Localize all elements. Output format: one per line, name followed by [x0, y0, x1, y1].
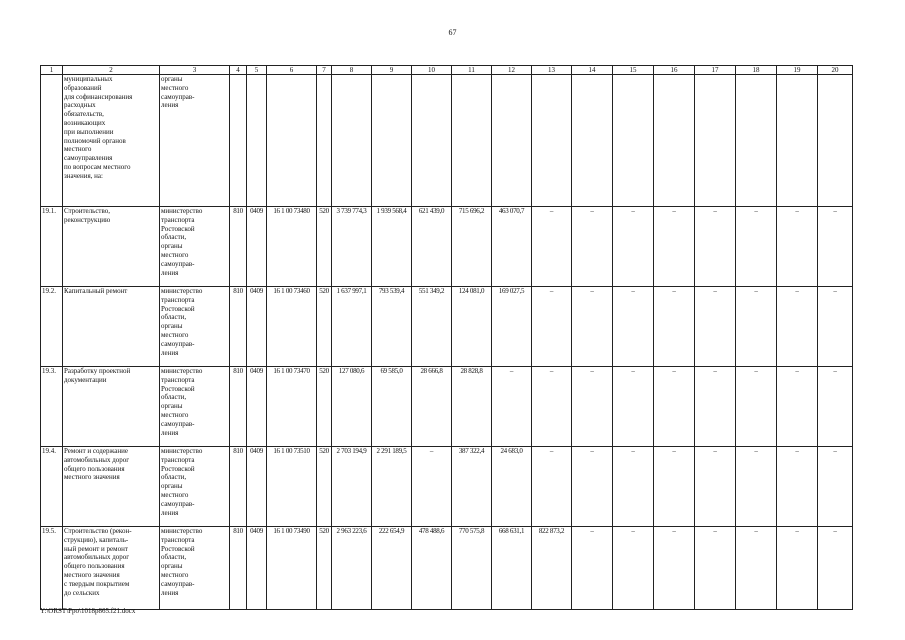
value-cell: 0409	[247, 367, 267, 447]
value-cell: 810	[230, 527, 247, 610]
value-cell: 715 696,2	[452, 207, 492, 287]
value-cell: –	[695, 447, 736, 527]
value-cell	[372, 75, 412, 207]
value-cell	[654, 75, 695, 207]
value-cell: –	[613, 367, 654, 447]
value-cell: 0409	[247, 527, 267, 610]
row-number-cell	[41, 75, 63, 207]
table-row	[41, 527, 853, 610]
column-number-header: 12	[492, 66, 532, 75]
column-number-header: 10	[412, 66, 452, 75]
value-cell: 520	[317, 367, 332, 447]
column-number-header: 20	[818, 66, 853, 75]
value-cell: 387 322,4	[452, 447, 492, 527]
value-cell: –	[777, 207, 818, 287]
value-cell	[818, 75, 853, 207]
value-cell: 520	[317, 447, 332, 527]
activity-name-cell: Строительство (рекон- струкцию), капиталь- ный ремонт и ремонт автомобильных дорог общего пользования местного значения с твердым покрытием до сельских	[63, 527, 160, 610]
value-cell: 16 1 00 73480	[267, 207, 317, 287]
value-cell: 16 1 00 73490	[267, 527, 317, 610]
value-cell: –	[695, 527, 736, 610]
value-cell: 463 070,7	[492, 207, 532, 287]
column-number-header: 9	[372, 66, 412, 75]
value-cell: 1 939 568,4	[372, 207, 412, 287]
value-cell: –	[736, 207, 777, 287]
value-cell: –	[777, 527, 818, 610]
value-cell: 0409	[247, 447, 267, 527]
value-cell: –	[572, 207, 613, 287]
column-number-header: 17	[695, 66, 736, 75]
column-number-header: 7	[317, 66, 332, 75]
value-cell: –	[613, 207, 654, 287]
executor-cell: министерство транспорта Ростовской области, органы местного самоуправ- ления	[160, 367, 230, 447]
activity-name-cell: муниципальных образований для софинансирования расходных обязательств, возникающих при выполнении полномочий органов местного самоуправления по вопросам местного значения, на:	[63, 75, 160, 207]
value-cell: –	[818, 287, 853, 367]
value-cell: –	[412, 447, 452, 527]
value-cell: 69 585,0	[372, 367, 412, 447]
value-cell: –	[572, 287, 613, 367]
value-cell	[247, 75, 267, 207]
value-cell: 3 739 774,3	[332, 207, 372, 287]
column-number-header: 16	[654, 66, 695, 75]
executor-cell: министерство транспорта Ростовской области, органы местного самоуправ- ления	[160, 527, 230, 610]
activity-name-cell: Разработку проектной документации	[63, 367, 160, 447]
value-cell: 520	[317, 527, 332, 610]
value-cell	[736, 75, 777, 207]
value-cell: –	[613, 287, 654, 367]
value-cell: 169 027,5	[492, 287, 532, 367]
value-cell: –	[654, 207, 695, 287]
value-cell: 551 349,2	[412, 287, 452, 367]
value-cell: 222 654,9	[372, 527, 412, 610]
value-cell	[412, 75, 452, 207]
column-number-header: 5	[247, 66, 267, 75]
value-cell: –	[654, 287, 695, 367]
value-cell: –	[532, 287, 572, 367]
column-number-header: 11	[452, 66, 492, 75]
column-number-header: 13	[532, 66, 572, 75]
column-number-header: 6	[267, 66, 317, 75]
value-cell: –	[777, 447, 818, 527]
value-cell	[230, 75, 247, 207]
value-cell	[267, 75, 317, 207]
column-number-header: 15	[613, 66, 654, 75]
value-cell: –	[654, 447, 695, 527]
header-row	[41, 66, 853, 75]
value-cell: –	[532, 207, 572, 287]
value-cell: 520	[317, 287, 332, 367]
value-cell: 2 963 223,6	[332, 527, 372, 610]
value-cell: 810	[230, 287, 247, 367]
value-cell: 621 439,0	[412, 207, 452, 287]
column-number-header: 19	[777, 66, 818, 75]
value-cell: 28 666,8	[412, 367, 452, 447]
row-number-cell: 19.3.	[41, 367, 63, 447]
value-cell: –	[695, 367, 736, 447]
value-cell: 810	[230, 367, 247, 447]
value-cell: 16 1 00 73510	[267, 447, 317, 527]
table-row	[41, 75, 853, 207]
value-cell: 0409	[247, 207, 267, 287]
value-cell	[613, 75, 654, 207]
value-cell: 668 631,1	[492, 527, 532, 610]
column-number-header: 4	[230, 66, 247, 75]
value-cell	[492, 75, 532, 207]
row-number-cell: 19.2.	[41, 287, 63, 367]
value-cell: –	[572, 527, 613, 610]
executor-cell: органы местного самоуправ- ления	[160, 75, 230, 207]
value-cell: –	[818, 207, 853, 287]
value-cell: 28 828,8	[452, 367, 492, 447]
value-cell: –	[777, 287, 818, 367]
value-cell	[532, 75, 572, 207]
table-row	[41, 287, 853, 367]
value-cell: –	[818, 527, 853, 610]
file-path-footer: Y:\ORST\Ppo\1018p865.f21.docx	[40, 607, 136, 615]
executor-cell: министерство транспорта Ростовской области, органы местного самоуправ- ления	[160, 207, 230, 287]
column-number-header: 18	[736, 66, 777, 75]
value-cell: –	[572, 367, 613, 447]
value-cell: 478 488,6	[412, 527, 452, 610]
activity-name-cell: Ремонт и содержание автомобильных дорог общего пользования местного значения	[63, 447, 160, 527]
value-cell: –	[654, 367, 695, 447]
page-number: 67	[448, 28, 457, 37]
value-cell: –	[736, 447, 777, 527]
value-cell: 0409	[247, 287, 267, 367]
value-cell: 16 1 00 73460	[267, 287, 317, 367]
value-cell	[332, 75, 372, 207]
value-cell: 810	[230, 447, 247, 527]
row-number-cell: 19.4.	[41, 447, 63, 527]
value-cell	[572, 75, 613, 207]
column-number-header: 8	[332, 66, 372, 75]
value-cell: –	[532, 367, 572, 447]
value-cell	[695, 75, 736, 207]
value-cell: –	[613, 527, 654, 610]
value-cell: –	[572, 447, 613, 527]
value-cell: 822 873,2	[532, 527, 572, 610]
value-cell: –	[818, 367, 853, 447]
value-cell: 2 703 194,9	[332, 447, 372, 527]
value-cell: –	[736, 527, 777, 610]
activity-name-cell: Строительство, реконструкцию	[63, 207, 160, 287]
value-cell: 1 637 997,1	[332, 287, 372, 367]
value-cell: 124 081,0	[452, 287, 492, 367]
value-cell: –	[736, 287, 777, 367]
table-row	[41, 367, 853, 447]
value-cell	[777, 75, 818, 207]
column-number-header: 3	[160, 66, 230, 75]
table-row	[41, 447, 853, 527]
value-cell: –	[613, 447, 654, 527]
value-cell: –	[695, 287, 736, 367]
value-cell: –	[532, 447, 572, 527]
executor-cell: министерство транспорта Ростовской области, органы местного самоуправ- ления	[160, 287, 230, 367]
value-cell: –	[492, 367, 532, 447]
activity-name-cell: Капитальный ремонт	[63, 287, 160, 367]
row-number-cell: 19.1.	[41, 207, 63, 287]
value-cell	[452, 75, 492, 207]
value-cell: –	[695, 207, 736, 287]
column-number-header: 2	[63, 66, 160, 75]
value-cell: 770 575,8	[452, 527, 492, 610]
value-cell: 127 080,6	[332, 367, 372, 447]
column-number-header: 14	[572, 66, 613, 75]
row-number-cell: 19.5.	[41, 527, 63, 610]
value-cell: 2 291 189,5	[372, 447, 412, 527]
value-cell: –	[818, 447, 853, 527]
value-cell: 16 1 00 73470	[267, 367, 317, 447]
value-cell: –	[736, 367, 777, 447]
value-cell: –	[777, 367, 818, 447]
value-cell: 793 539,4	[372, 287, 412, 367]
value-cell: 24 683,0	[492, 447, 532, 527]
executor-cell: министерство транспорта Ростовской области, органы местного самоуправ- ления	[160, 447, 230, 527]
value-cell: –	[654, 527, 695, 610]
value-cell	[317, 75, 332, 207]
value-cell: 810	[230, 207, 247, 287]
column-number-header: 1	[41, 66, 63, 75]
table-row	[41, 207, 853, 287]
program-table	[40, 65, 853, 610]
value-cell: 520	[317, 207, 332, 287]
